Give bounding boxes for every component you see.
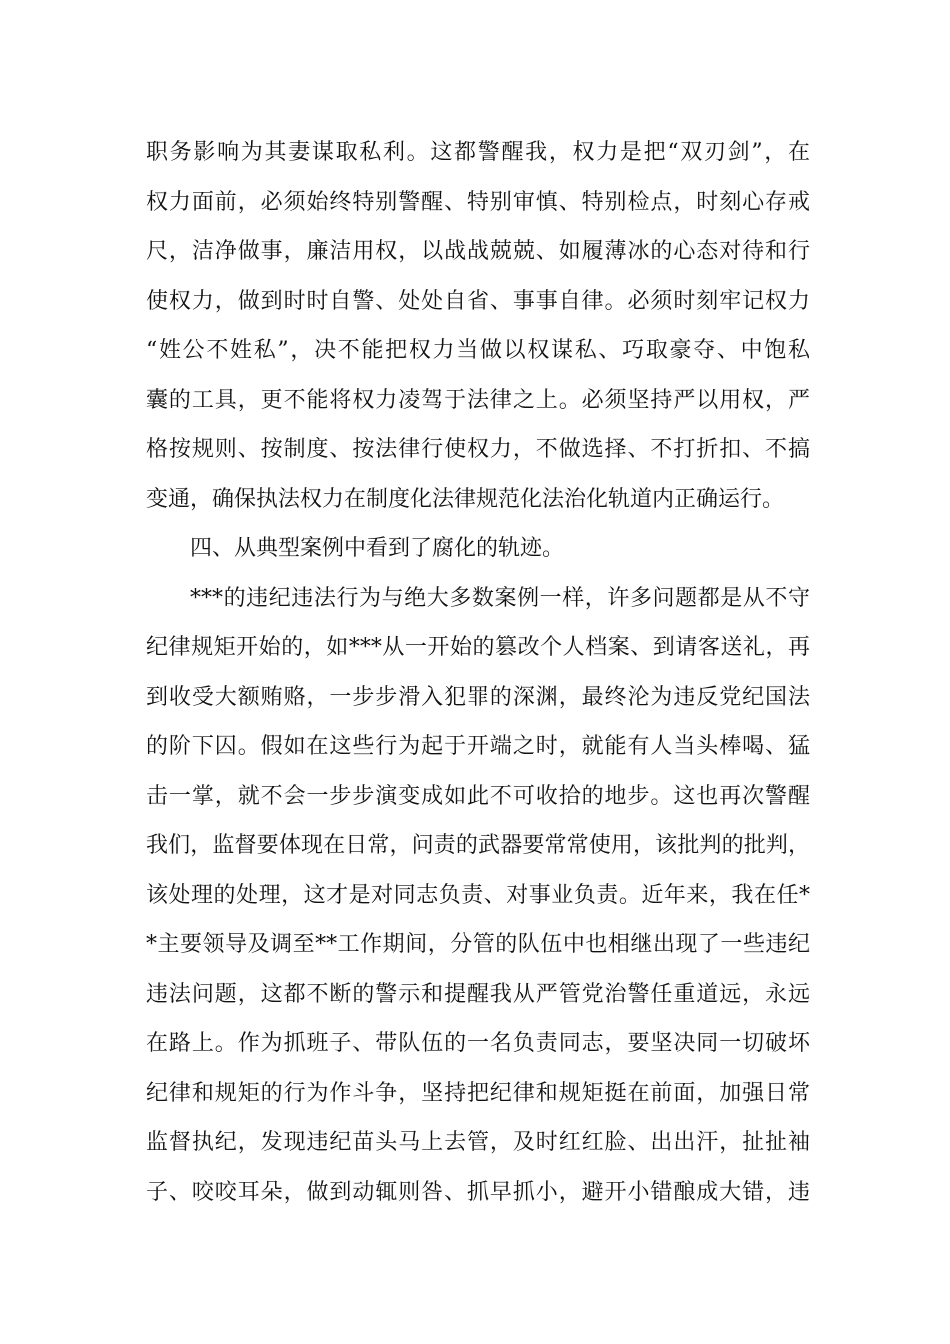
section-heading: 四、从典型案例中看到了腐化的轨迹。	[190, 536, 565, 561]
text-line: 纪律规矩开始的，如***从一开始的篡改个人档案、到请客送礼，再	[146, 635, 810, 660]
text-line: ***的违纪违法行为与绝大多数案例一样，许多问题都是从不守	[190, 585, 810, 611]
body-text	[146, 128, 810, 1217]
text-line: 击一掌，就不会一步步演变成如此不可收拾的地步。这也再次警醒	[146, 783, 810, 809]
text-line: 到收受大额贿赂，一步步滑入犯罪的深渊，最终沦为违反党纪国法	[146, 684, 810, 710]
text-line: 尺，洁净做事，廉洁用权，以战战兢兢、如履薄冰的心态对待和行	[146, 239, 810, 264]
text-line: 权力面前，必须始终特别警醒、特别审慎、特别检点，时刻心存戒	[146, 189, 810, 215]
text-line: 变通，确保执法权力在制度化法律规范化法治化轨道内正确运行。	[146, 486, 785, 512]
text-line: 的阶下囚。假如在这些行为起于开端之时，就能有人当头棒喝、猛	[146, 734, 810, 759]
text-line: 格按规则、按制度、按法律行使权力，不做选择、不打折扣、不搞	[146, 437, 810, 462]
text-line: 违法问题，这都不断的警示和提醒我从严管党治警任重道远，永远	[146, 981, 810, 1007]
text-line: 我们，监督要体现在日常，问责的武器要常常使用，该批判的批判，	[146, 833, 810, 858]
text-line: 使权力，做到时时自警、处处自省、事事自律。必须时刻牢记权力	[146, 288, 810, 314]
text-line: 纪律和规矩的行为作斗争，坚持把纪律和规矩挺在前面，加强日常	[146, 1080, 810, 1106]
text-line: 囊的工具，更不能将权力凌驾于法律之上。必须坚持严以用权，严	[146, 387, 810, 413]
text-line: “姓公不姓私”，决不能把权力当做以权谋私、巧取豪夺、中饱私	[146, 338, 810, 363]
text-line: 职务影响为其妻谋取私利。这都警醒我，权力是把“双刃剑”，在	[146, 140, 810, 165]
text-line: 在路上。作为抓班子、带队伍的一名负责同志，要坚决同一切破坏	[146, 1031, 810, 1056]
text-line: 监督执纪，发现违纪苗头马上去管，及时红红脸、出出汗，扯扯袖	[146, 1130, 810, 1155]
text-line: *主要领导及调至**工作期间，分管的队伍中也相继出现了一些违纪	[146, 932, 810, 957]
text-line: 子、咬咬耳朵，做到动辄则咎、抓早抓小，避开小错酿成大错，违	[146, 1179, 810, 1205]
text-line: 该处理的处理，这才是对同志负责、对事业负责。近年来，我在任*	[146, 882, 810, 908]
